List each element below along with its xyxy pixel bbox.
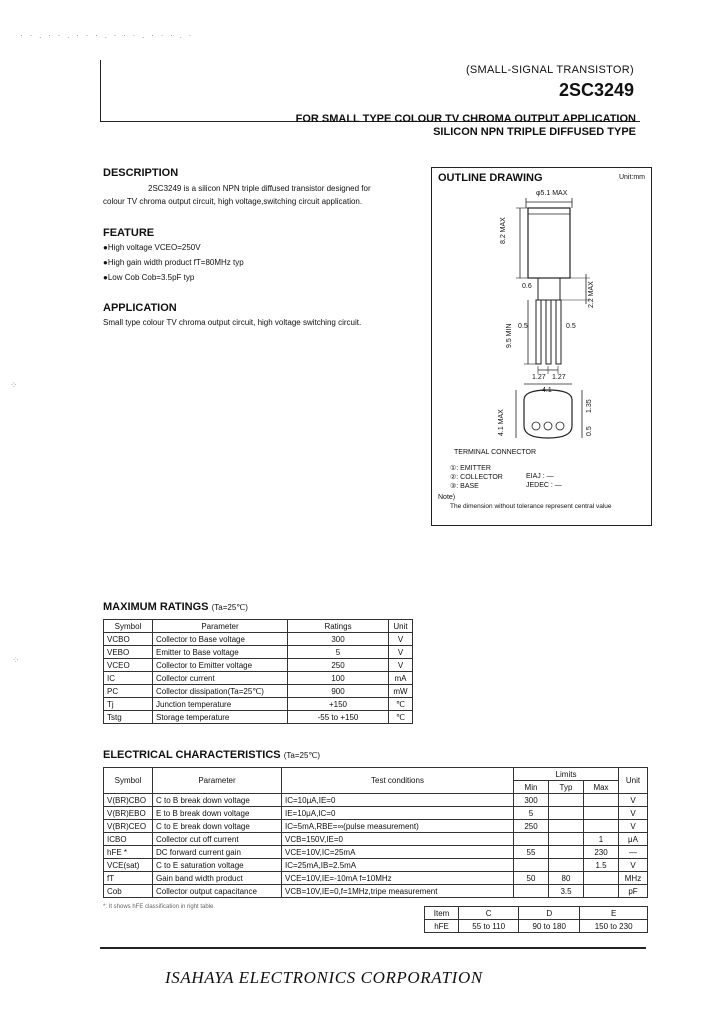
col-parameter: Parameter bbox=[153, 620, 288, 633]
parameter-cell: Collector cut off current bbox=[153, 833, 282, 846]
table-row bbox=[104, 846, 648, 859]
symbol-cell: Cob bbox=[104, 885, 153, 898]
category-label: (SMALL-SIGNAL TRANSISTOR) bbox=[465, 64, 634, 76]
table-row bbox=[104, 672, 413, 685]
col-unit: Unit bbox=[389, 620, 413, 633]
max-cell bbox=[584, 885, 619, 898]
max-cell bbox=[584, 820, 619, 833]
unit-cell: V bbox=[619, 794, 648, 807]
max-ratings-condition: (Ta=25℃) bbox=[211, 603, 248, 612]
table-row bbox=[425, 920, 648, 933]
hfe-header-cell: Item bbox=[425, 907, 459, 920]
scan-noise-left2: ⁘ bbox=[12, 655, 22, 665]
col-limits: Limits bbox=[514, 768, 619, 781]
max-ratings-table bbox=[103, 619, 413, 724]
outline-drawing-box bbox=[431, 167, 652, 526]
parameter-cell: C to E saturation voltage bbox=[153, 859, 282, 872]
parameter-cell: Collector dissipation(Ta=25℃) bbox=[153, 685, 288, 698]
max-cell bbox=[584, 807, 619, 820]
dim-pitch-1: 1.27 bbox=[532, 374, 546, 381]
col-unit: Unit bbox=[619, 768, 648, 794]
terminal-emitter: ①: EMITTER bbox=[450, 465, 491, 472]
application-title-1: FOR SMALL TYPE COLOUR TV CHROMA OUTPUT APPLICATION bbox=[295, 113, 636, 125]
symbol-cell: Tstg bbox=[104, 711, 153, 724]
table-row bbox=[104, 820, 648, 833]
dim-lead-dia: 0.6 bbox=[522, 283, 532, 290]
table-row bbox=[104, 685, 413, 698]
typ-cell bbox=[549, 846, 584, 859]
feature-item: ●Low Cob Cob=3.5pF typ bbox=[103, 273, 195, 282]
col-parameter: Parameter bbox=[153, 768, 282, 794]
symbol-cell: V(BR)EBO bbox=[104, 807, 153, 820]
bottom-view bbox=[524, 390, 572, 438]
parameter-cell: E to B break down voltage bbox=[153, 807, 282, 820]
table-row bbox=[104, 885, 648, 898]
symbol-cell: ICBO bbox=[104, 833, 153, 846]
ratings-cell: +150 bbox=[288, 698, 389, 711]
col-min: Min bbox=[514, 781, 549, 794]
ratings-cell: 100 bbox=[288, 672, 389, 685]
table-row bbox=[104, 833, 648, 846]
min-cell bbox=[514, 859, 549, 872]
parameter-cell: DC forward current gain bbox=[153, 846, 282, 859]
col-typ: Typ bbox=[549, 781, 584, 794]
dim-body-width: φ5.1 MAX bbox=[536, 190, 568, 197]
unit-cell: V bbox=[389, 646, 413, 659]
hfe-cell: 150 to 230 bbox=[580, 920, 648, 933]
scan-noise-left1: ⁘ bbox=[10, 380, 20, 390]
typ-cell bbox=[549, 820, 584, 833]
table-row bbox=[104, 711, 413, 724]
min-cell: 250 bbox=[514, 820, 549, 833]
header-frame-left bbox=[100, 60, 101, 122]
outline-note-label: Note) bbox=[438, 494, 456, 501]
hfe-cell: 55 to 110 bbox=[459, 920, 519, 933]
unit-cell: ℃ bbox=[389, 698, 413, 711]
description-line-1: 2SC3249 is a silicon NPN triple diffused transistor designed for bbox=[148, 184, 371, 193]
footer-divider bbox=[100, 947, 646, 949]
unit-cell: — bbox=[619, 846, 648, 859]
dim-radius-1: 1.35 bbox=[586, 399, 593, 413]
unit-cell: V bbox=[619, 807, 648, 820]
application-title-2: SILICON NPN TRIPLE DIFFUSED TYPE bbox=[433, 126, 636, 138]
symbol-cell: Tj bbox=[104, 698, 153, 711]
min-cell: 50 bbox=[514, 872, 549, 885]
max-ratings-title: MAXIMUM RATINGS bbox=[103, 601, 209, 613]
unit-cell: ℃ bbox=[389, 711, 413, 724]
electrical-table bbox=[103, 767, 648, 898]
symbol-cell: V(BR)CEO bbox=[104, 820, 153, 833]
hfe-header-cell: E bbox=[580, 907, 648, 920]
parameter-cell: Storage temperature bbox=[153, 711, 288, 724]
table-header-row bbox=[104, 620, 413, 633]
table-row bbox=[104, 659, 413, 672]
symbol-cell: VEBO bbox=[104, 646, 153, 659]
hfe-header-cell: C bbox=[459, 907, 519, 920]
terminal-collector: ②: COLLECTOR bbox=[450, 474, 503, 481]
typ-cell: 80 bbox=[549, 872, 584, 885]
ratings-cell: 250 bbox=[288, 659, 389, 672]
symbol-cell: fT bbox=[104, 872, 153, 885]
col-symbol: Symbol bbox=[104, 620, 153, 633]
typ-cell bbox=[549, 859, 584, 872]
symbol-cell: IC bbox=[104, 672, 153, 685]
table-row bbox=[104, 872, 648, 885]
typ-cell bbox=[549, 807, 584, 820]
unit-cell: V bbox=[619, 820, 648, 833]
electrical-condition: (Ta=25℃) bbox=[283, 751, 321, 760]
unit-cell: mW bbox=[389, 685, 413, 698]
parameter-cell: Collector to Emitter voltage bbox=[153, 659, 288, 672]
ratings-cell: 300 bbox=[288, 633, 389, 646]
parameter-cell: Collector current bbox=[153, 672, 288, 685]
feature-heading: FEATURE bbox=[103, 227, 155, 239]
symbol-cell: VCBO bbox=[104, 633, 153, 646]
parameter-cell: Emitter to Base voltage bbox=[153, 646, 288, 659]
hfe-cell: 90 to 180 bbox=[519, 920, 580, 933]
table-row bbox=[104, 807, 648, 820]
dim-pitch-2: 1.27 bbox=[552, 374, 566, 381]
parameter-cell: Gain band width product bbox=[153, 872, 282, 885]
electrical-heading bbox=[103, 749, 320, 761]
jedec-code: JEDEC : — bbox=[526, 482, 562, 489]
scan-noise-top: · · . · · . · · · . · · · . · · · . · bbox=[20, 30, 194, 40]
symbol-cell: hFE * bbox=[104, 846, 153, 859]
application-heading: APPLICATION bbox=[103, 302, 177, 314]
max-cell bbox=[584, 872, 619, 885]
transistor-body bbox=[528, 208, 570, 278]
outline-unit: Unit:mm bbox=[618, 174, 645, 181]
company-name: ISAHAYA ELECTRONICS CORPORATION bbox=[165, 968, 483, 987]
min-cell: 55 bbox=[514, 846, 549, 859]
part-number: 2SC3249 bbox=[558, 80, 634, 100]
max-cell: 1.5 bbox=[584, 859, 619, 872]
col-ratings: Ratings bbox=[288, 620, 389, 633]
ratings-cell: 5 bbox=[288, 646, 389, 659]
dim-lead-width-1: 0.5 bbox=[518, 323, 528, 330]
description-heading: DESCRIPTION bbox=[103, 167, 179, 179]
unit-cell: μA bbox=[619, 833, 648, 846]
symbol-cell: VCEO bbox=[104, 659, 153, 672]
eiaj-code: EIAJ : — bbox=[526, 473, 554, 480]
parameter-cell: C to E break down voltage bbox=[153, 820, 282, 833]
typ-cell bbox=[549, 833, 584, 846]
min-cell bbox=[514, 833, 549, 846]
table-row bbox=[104, 646, 413, 659]
max-cell: 230 bbox=[584, 846, 619, 859]
table-header-row bbox=[104, 768, 648, 781]
terminal-heading: TERMINAL CONNECTOR bbox=[454, 449, 537, 456]
min-cell: 300 bbox=[514, 794, 549, 807]
test-cell: IC=5mA,RBE=∞(pulse measurement) bbox=[282, 820, 514, 833]
table-row bbox=[104, 794, 648, 807]
parameter-cell: C to B break down voltage bbox=[153, 794, 282, 807]
dim-bottom-height: 4.1 MAX bbox=[498, 409, 505, 436]
feature-item: ●High gain width product fT=80MHz typ bbox=[103, 258, 244, 267]
outline-note-text: The dimension without tolerance represent central value bbox=[450, 503, 612, 510]
parameter-cell: Junction temperature bbox=[153, 698, 288, 711]
outline-title: OUTLINE DRAWING bbox=[438, 172, 543, 184]
dim-lead-length: 9.5 MIN bbox=[506, 323, 513, 348]
col-symbol: Symbol bbox=[104, 768, 153, 794]
parameter-cell: Collector output capacitance bbox=[153, 885, 282, 898]
unit-cell: mA bbox=[389, 672, 413, 685]
table-row bbox=[104, 633, 413, 646]
test-cell: IE=10μA,IC=0 bbox=[282, 807, 514, 820]
hfe-header-cell: D bbox=[519, 907, 580, 920]
description-line-2: colour TV chroma output circuit, high voltage,switching circuit application. bbox=[103, 197, 363, 206]
application-text: Small type colour TV chroma output circuit, high voltage switching circuit. bbox=[103, 318, 362, 327]
col-max: Max bbox=[584, 781, 619, 794]
test-cell: VCB=150V,IE=0 bbox=[282, 833, 514, 846]
hfe-note: *: It shows hFE classification in right table. bbox=[103, 904, 216, 910]
dim-bottom-width: 4.1 bbox=[542, 387, 552, 394]
test-cell: VCB=10V,IE=0,f=1MHz,tripe measurement bbox=[282, 885, 514, 898]
test-cell: IC=10μA,IE=0 bbox=[282, 794, 514, 807]
dim-stub: 2.2 MAX bbox=[588, 281, 595, 308]
dim-lead-width-2: 0.5 bbox=[566, 323, 576, 330]
unit-cell: V bbox=[389, 659, 413, 672]
ratings-cell: 900 bbox=[288, 685, 389, 698]
max-cell bbox=[584, 794, 619, 807]
min-cell bbox=[514, 885, 549, 898]
ratings-cell: -55 to +150 bbox=[288, 711, 389, 724]
dim-body-height: 8.2 MAX bbox=[500, 217, 507, 244]
unit-cell: V bbox=[389, 633, 413, 646]
dim-radius-2: 0.5 bbox=[586, 426, 593, 436]
table-row bbox=[425, 907, 648, 920]
unit-cell: V bbox=[619, 859, 648, 872]
unit-cell: pF bbox=[619, 885, 648, 898]
table-row bbox=[104, 698, 413, 711]
table-row bbox=[104, 859, 648, 872]
hfe-class-table bbox=[424, 906, 648, 933]
unit-cell: MHz bbox=[619, 872, 648, 885]
typ-cell: 3.5 bbox=[549, 885, 584, 898]
symbol-cell: V(BR)CBO bbox=[104, 794, 153, 807]
parameter-cell: Collector to Base voltage bbox=[153, 633, 288, 646]
col-test-conditions: Test conditions bbox=[282, 768, 514, 794]
min-cell: 5 bbox=[514, 807, 549, 820]
terminal-base: ③: BASE bbox=[450, 483, 479, 490]
test-cell: VCE=10V,IC=25mA bbox=[282, 846, 514, 859]
typ-cell bbox=[549, 794, 584, 807]
max-ratings-heading bbox=[103, 601, 248, 613]
test-cell: IC=25mA,IB=2.5mA bbox=[282, 859, 514, 872]
hfe-cell: hFE bbox=[425, 920, 459, 933]
max-cell: 1 bbox=[584, 833, 619, 846]
feature-item: ●High voltage VCEO=250V bbox=[103, 243, 201, 252]
symbol-cell: PC bbox=[104, 685, 153, 698]
symbol-cell: VCE(sat) bbox=[104, 859, 153, 872]
electrical-title: ELECTRICAL CHARACTERISTICS bbox=[103, 749, 281, 761]
test-cell: VCE=10V,IE=-10mA f=10MHz bbox=[282, 872, 514, 885]
